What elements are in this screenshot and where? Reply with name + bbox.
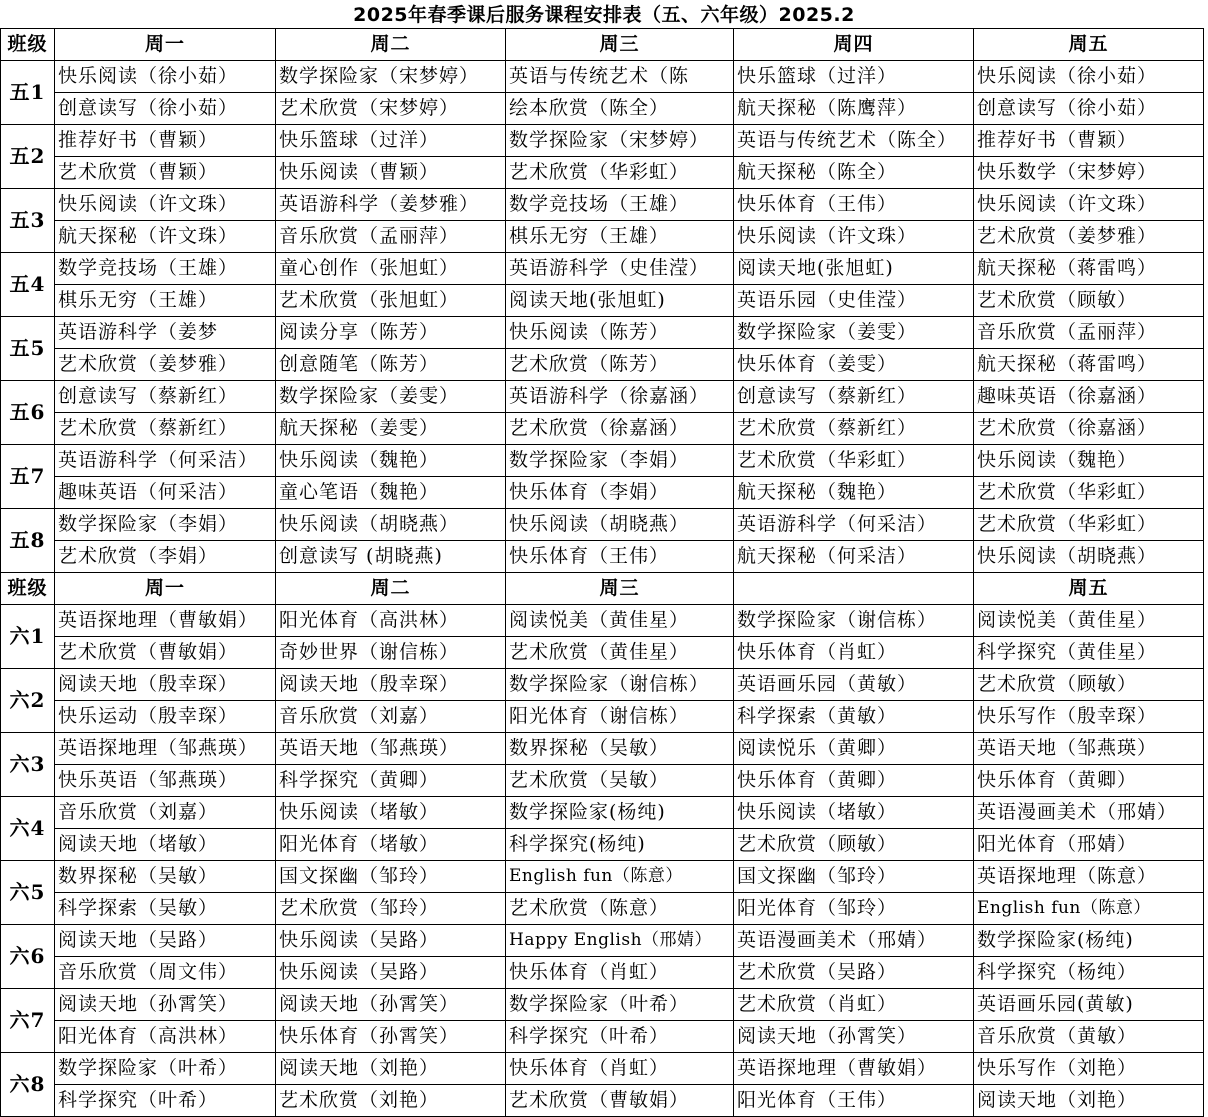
header-day-wed: 周三 xyxy=(506,29,734,61)
table-row xyxy=(1,253,1204,285)
table-row xyxy=(1,477,1204,509)
table-row xyxy=(1,317,1204,349)
course-cell: 阅读天地（吴路） xyxy=(55,925,276,957)
course-cell: 艺术欣赏（曹敏娟） xyxy=(55,637,276,669)
course-cell: 艺术欣赏（吴敏） xyxy=(506,765,734,797)
course-cell: 阅读悦美（黄佳星） xyxy=(974,605,1204,637)
course-cell: 艺术欣赏（姜梦雅） xyxy=(974,221,1204,253)
course-cell: 英语漫画美术（邢婧） xyxy=(734,925,974,957)
course-cell: 科学探索（吴敏） xyxy=(55,893,276,925)
course-cell: 英语游科学（姜梦 xyxy=(55,317,276,349)
course-cell: 音乐欣赏（周文伟） xyxy=(55,957,276,989)
course-cell: 艺术欣赏（顾敏） xyxy=(974,285,1204,317)
course-cell: 数学竞技场（王雄） xyxy=(506,189,734,221)
course-cell: 阅读天地(张旭虹) xyxy=(506,285,734,317)
header-day-wed: 周三 xyxy=(506,573,734,605)
course-cell: 艺术欣赏（顾敏） xyxy=(974,669,1204,701)
course-cell: 快乐阅读（许文珠） xyxy=(55,189,276,221)
course-cell: 创意读写（徐小茹） xyxy=(55,93,276,125)
course-cell: 快乐阅读（胡晓燕） xyxy=(974,541,1204,573)
course-cell: 数界探秘（吴敏） xyxy=(506,733,734,765)
table-row xyxy=(1,125,1204,157)
course-cell: 艺术欣赏（徐嘉涵） xyxy=(506,413,734,445)
course-cell: 快乐阅读（许文珠） xyxy=(974,189,1204,221)
course-cell: 快乐体育（黄卿） xyxy=(974,765,1204,797)
class-label: 六6 xyxy=(1,925,55,989)
course-cell: 阅读天地(张旭虹) xyxy=(734,253,974,285)
table-row xyxy=(1,637,1204,669)
course-cell: 艺术欣赏（华彩虹） xyxy=(506,157,734,189)
course-cell: 快乐体育（肖虹） xyxy=(506,1053,734,1085)
course-cell: 阅读天地（孙霄笑） xyxy=(276,989,506,1021)
course-cell: 艺术欣赏（刘艳） xyxy=(276,1085,506,1117)
table-row xyxy=(1,285,1204,317)
course-cell: 快乐阅读（魏艳） xyxy=(974,445,1204,477)
course-cell: 艺术欣赏（曹颖） xyxy=(55,157,276,189)
course-cell: English fun（陈意） xyxy=(974,893,1204,925)
course-cell: 阅读天地（殷幸琛） xyxy=(276,669,506,701)
course-cell: 创意读写（蔡新红） xyxy=(734,381,974,413)
table-row xyxy=(1,605,1204,637)
table-row xyxy=(1,893,1204,925)
course-cell: 英语探地理（陈意） xyxy=(974,861,1204,893)
course-cell: 艺术欣赏（宋梦婷） xyxy=(276,93,506,125)
course-cell: 国文探幽（邹玲） xyxy=(734,861,974,893)
course-cell: 快乐体育（肖虹） xyxy=(506,957,734,989)
course-cell: 科学探究（叶希） xyxy=(55,1085,276,1117)
course-cell: 英语乐园（史佳滢） xyxy=(734,285,974,317)
header-day-fri: 周五 xyxy=(974,573,1204,605)
table-row xyxy=(1,61,1204,93)
course-cell: 航天探秘（姜雯） xyxy=(276,413,506,445)
course-cell: 英语游科学（何采洁） xyxy=(734,509,974,541)
course-cell: 快乐阅读（曹颖） xyxy=(276,157,506,189)
course-cell: 航天探秘（陈全） xyxy=(734,157,974,189)
course-cell: 创意读写（徐小茹） xyxy=(974,93,1204,125)
course-cell: 快乐篮球（过洋） xyxy=(276,125,506,157)
course-cell: 英语画乐园(黄敏) xyxy=(974,989,1204,1021)
course-cell: 艺术欣赏（顾敏） xyxy=(734,829,974,861)
course-cell: 阅读天地（殷幸琛） xyxy=(55,669,276,701)
course-cell: 快乐阅读（堵敏） xyxy=(276,797,506,829)
course-cell: 阅读天地（堵敏） xyxy=(55,829,276,861)
table-row xyxy=(1,1021,1204,1053)
course-cell: 航天探秘（何采洁） xyxy=(734,541,974,573)
course-cell: 快乐写作（殷幸琛） xyxy=(974,701,1204,733)
header-row xyxy=(1,29,1204,61)
course-cell: 英语探地理（曹敏娟） xyxy=(734,1053,974,1085)
table-row xyxy=(1,221,1204,253)
course-cell: 艺术欣赏（吴路） xyxy=(734,957,974,989)
course-cell: 绘本欣赏（陈全） xyxy=(506,93,734,125)
course-cell: 创意读写（蔡新红） xyxy=(55,381,276,413)
course-cell: 英语天地（邹燕瑛） xyxy=(974,733,1204,765)
course-cell: 艺术欣赏（陈芳） xyxy=(506,349,734,381)
table-row xyxy=(1,189,1204,221)
course-cell: 阳光体育（堵敏） xyxy=(276,829,506,861)
course-cell: 创意随笔（陈芳） xyxy=(276,349,506,381)
class-label: 六8 xyxy=(1,1053,55,1117)
table-row xyxy=(1,157,1204,189)
course-cell: 科学探索（黄敏） xyxy=(734,701,974,733)
course-cell: 音乐欣赏（刘嘉） xyxy=(276,701,506,733)
class-label: 六3 xyxy=(1,733,55,797)
course-cell: 英语游科学（何采洁） xyxy=(55,445,276,477)
course-cell: 音乐欣赏（孟丽萍） xyxy=(974,317,1204,349)
course-cell: 艺术欣赏（张旭虹） xyxy=(276,285,506,317)
course-cell: 艺术欣赏（曹敏娟） xyxy=(506,1085,734,1117)
header-row xyxy=(1,573,1204,605)
class-label: 五4 xyxy=(1,253,55,317)
class-label: 五8 xyxy=(1,509,55,573)
table-row xyxy=(1,797,1204,829)
table-row xyxy=(1,765,1204,797)
course-cell: 快乐体育（黄卿） xyxy=(734,765,974,797)
course-cell: 国文探幽（邹玲） xyxy=(276,861,506,893)
course-cell: 英语与传统艺术（陈 xyxy=(506,61,734,93)
header-day-fri: 周五 xyxy=(974,29,1204,61)
table-row xyxy=(1,413,1204,445)
course-cell: 阅读天地（孙霄笑） xyxy=(734,1021,974,1053)
course-cell: 数学探险家（姜雯） xyxy=(276,381,506,413)
course-cell: 英语漫画美术（邢婧） xyxy=(974,797,1204,829)
course-cell: 数界探秘（吴敏） xyxy=(55,861,276,893)
course-cell: 艺术欣赏（华彩虹） xyxy=(974,509,1204,541)
course-cell: 艺术欣赏（蔡新红） xyxy=(734,413,974,445)
course-cell: 快乐体育（姜雯） xyxy=(734,349,974,381)
course-cell: 棋乐无穷（王雄） xyxy=(55,285,276,317)
course-cell: 艺术欣赏（徐嘉涵） xyxy=(974,413,1204,445)
course-cell: 推荐好书（曹颖） xyxy=(974,125,1204,157)
table-row xyxy=(1,1053,1204,1085)
table-row xyxy=(1,1085,1204,1117)
table-row xyxy=(1,381,1204,413)
class-label: 五5 xyxy=(1,317,55,381)
table-row xyxy=(1,829,1204,861)
course-cell: 快乐体育（王伟） xyxy=(506,541,734,573)
class-label: 五2 xyxy=(1,125,55,189)
course-cell: 艺术欣赏（肖虹） xyxy=(734,989,974,1021)
course-cell: 阳光体育（邢婧） xyxy=(974,829,1204,861)
course-cell: 数学探险家（叶希） xyxy=(506,989,734,1021)
course-cell: 快乐阅读（吴路） xyxy=(276,957,506,989)
course-cell: 英语游科学（姜梦雅） xyxy=(276,189,506,221)
course-cell: 快乐英语（邹燕瑛） xyxy=(55,765,276,797)
course-cell: 科学探究(杨纯) xyxy=(506,829,734,861)
course-cell: 科学探究（叶希） xyxy=(506,1021,734,1053)
course-cell: 英语天地（邹燕瑛） xyxy=(276,733,506,765)
schedule-table xyxy=(0,28,1204,1117)
course-cell: 趣味英语（何采洁） xyxy=(55,477,276,509)
header-day-tue: 周二 xyxy=(276,29,506,61)
course-cell: 阅读天地（刘艳） xyxy=(276,1053,506,1085)
course-cell: 音乐欣赏（刘嘉） xyxy=(55,797,276,829)
course-cell: 音乐欣赏（孟丽萍） xyxy=(276,221,506,253)
course-cell: 快乐阅读（胡晓燕） xyxy=(506,509,734,541)
course-cell: English fun（陈意） xyxy=(506,861,734,893)
course-cell: 阅读悦乐（黄卿） xyxy=(734,733,974,765)
course-cell: 童心笔语（魏艳） xyxy=(276,477,506,509)
course-cell: 棋乐无穷（王雄） xyxy=(506,221,734,253)
course-cell: 航天探秘（许文珠） xyxy=(55,221,276,253)
course-cell: 阅读天地（刘艳） xyxy=(974,1085,1204,1117)
course-cell: 数学竞技场（王雄） xyxy=(55,253,276,285)
class-label: 六5 xyxy=(1,861,55,925)
course-cell: 阅读分享（陈芳） xyxy=(276,317,506,349)
table-row xyxy=(1,93,1204,125)
class-label: 六2 xyxy=(1,669,55,733)
course-cell: 艺术欣赏（华彩虹） xyxy=(974,477,1204,509)
course-cell: 艺术欣赏（陈意） xyxy=(506,893,734,925)
course-cell: 数学探险家（宋梦婷） xyxy=(506,125,734,157)
table-row xyxy=(1,509,1204,541)
course-cell: 艺术欣赏（邹玲） xyxy=(276,893,506,925)
header-day-mon: 周一 xyxy=(55,29,276,61)
course-cell: 创意读写 (胡晓燕) xyxy=(276,541,506,573)
course-cell: 推荐好书（曹颖） xyxy=(55,125,276,157)
course-cell: 阅读悦美（黄佳星） xyxy=(506,605,734,637)
table-row xyxy=(1,733,1204,765)
table-row xyxy=(1,541,1204,573)
header-day-thu: 周四 xyxy=(734,29,974,61)
header-class: 班级 xyxy=(1,573,55,605)
table-row xyxy=(1,701,1204,733)
course-cell: 快乐阅读（魏艳） xyxy=(276,445,506,477)
course-cell: 英语探地理（邹燕瑛） xyxy=(55,733,276,765)
course-cell: 快乐数学（宋梦婷） xyxy=(974,157,1204,189)
course-cell: 艺术欣赏（蔡新红） xyxy=(55,413,276,445)
course-cell: 快乐阅读（许文珠） xyxy=(734,221,974,253)
class-label: 六1 xyxy=(1,605,55,669)
course-cell: 科学探究（黄卿） xyxy=(276,765,506,797)
course-cell: 奇妙世界（谢信栋） xyxy=(276,637,506,669)
table-row xyxy=(1,861,1204,893)
course-cell: 艺术欣赏（姜梦雅） xyxy=(55,349,276,381)
course-cell: 快乐体育（肖虹） xyxy=(734,637,974,669)
course-cell: 数学探险家（宋梦婷） xyxy=(276,61,506,93)
course-cell: 趣味英语（徐嘉涵） xyxy=(974,381,1204,413)
class-label: 五7 xyxy=(1,445,55,509)
table-row xyxy=(1,925,1204,957)
course-cell: 阳光体育（邹玲） xyxy=(734,893,974,925)
course-cell: 阳光体育（王伟） xyxy=(734,1085,974,1117)
course-cell: 艺术欣赏（黄佳星） xyxy=(506,637,734,669)
course-cell: 数学探险家（李娟） xyxy=(55,509,276,541)
course-cell: 数学探险家（谢信栋） xyxy=(506,669,734,701)
course-cell: 音乐欣赏（黄敏） xyxy=(974,1021,1204,1053)
course-cell: 英语画乐园（黄敏） xyxy=(734,669,974,701)
course-cell: 数学探险家（叶希） xyxy=(55,1053,276,1085)
course-cell: 快乐运动（殷幸琛） xyxy=(55,701,276,733)
course-cell: 快乐体育（孙霄笑） xyxy=(276,1021,506,1053)
course-cell: 快乐阅读（吴路） xyxy=(276,925,506,957)
course-cell: 数学探险家（李娟） xyxy=(506,445,734,477)
course-cell: 英语与传统艺术（陈全） xyxy=(734,125,974,157)
course-cell: 航天探秘（蒋雷鸣） xyxy=(974,253,1204,285)
class-label: 五3 xyxy=(1,189,55,253)
class-label: 六7 xyxy=(1,989,55,1053)
course-cell: 航天探秘（蒋雷鸣） xyxy=(974,349,1204,381)
course-cell: 科学探究（杨纯） xyxy=(974,957,1204,989)
course-cell: 快乐阅读（胡晓燕） xyxy=(276,509,506,541)
course-cell: 英语探地理（曹敏娟） xyxy=(55,605,276,637)
course-cell: 数学探险家（谢信栋） xyxy=(734,605,974,637)
table-row xyxy=(1,989,1204,1021)
course-cell: 科学探究（黄佳星） xyxy=(974,637,1204,669)
course-cell: 快乐篮球（过洋） xyxy=(734,61,974,93)
class-label: 六4 xyxy=(1,797,55,861)
course-cell: 快乐阅读（陈芳） xyxy=(506,317,734,349)
course-cell: Happy English（邢婧） xyxy=(506,925,734,957)
course-cell: 英语游科学（徐嘉涵） xyxy=(506,381,734,413)
course-cell: 阳光体育（高洪林） xyxy=(55,1021,276,1053)
course-cell: 航天探秘（魏艳） xyxy=(734,477,974,509)
course-cell: 快乐阅读（堵敏） xyxy=(734,797,974,829)
course-cell: 数学探险家(杨纯) xyxy=(506,797,734,829)
class-label: 五1 xyxy=(1,61,55,125)
course-cell: 阳光体育（谢信栋） xyxy=(506,701,734,733)
class-label: 五6 xyxy=(1,381,55,445)
course-cell: 艺术欣赏（华彩虹） xyxy=(734,445,974,477)
table-row xyxy=(1,957,1204,989)
table-row xyxy=(1,349,1204,381)
table-row xyxy=(1,445,1204,477)
course-cell: 阅读天地（孙霄笑） xyxy=(55,989,276,1021)
course-cell: 艺术欣赏（李娟） xyxy=(55,541,276,573)
table-row xyxy=(1,669,1204,701)
header-day-mon: 周一 xyxy=(55,573,276,605)
course-cell: 快乐体育（李娟） xyxy=(506,477,734,509)
course-cell: 英语游科学（史佳滢） xyxy=(506,253,734,285)
course-cell: 快乐写作（刘艳） xyxy=(974,1053,1204,1085)
course-cell: 童心创作（张旭虹） xyxy=(276,253,506,285)
course-cell: 数学探险家(杨纯) xyxy=(974,925,1204,957)
course-cell: 航天探秘（陈鹰萍） xyxy=(734,93,974,125)
page-title: 2025年春季课后服务课程安排表（五、六年级）2025.2 xyxy=(353,4,855,26)
course-cell: 阳光体育（高洪林） xyxy=(276,605,506,637)
header-day-thu xyxy=(734,573,974,605)
course-cell: 快乐体育（王伟） xyxy=(734,189,974,221)
header-class: 班级 xyxy=(1,29,55,61)
course-cell: 快乐阅读（徐小茹） xyxy=(55,61,276,93)
header-day-tue: 周二 xyxy=(276,573,506,605)
course-cell: 快乐阅读（徐小茹） xyxy=(974,61,1204,93)
course-cell: 数学探险家（姜雯） xyxy=(734,317,974,349)
